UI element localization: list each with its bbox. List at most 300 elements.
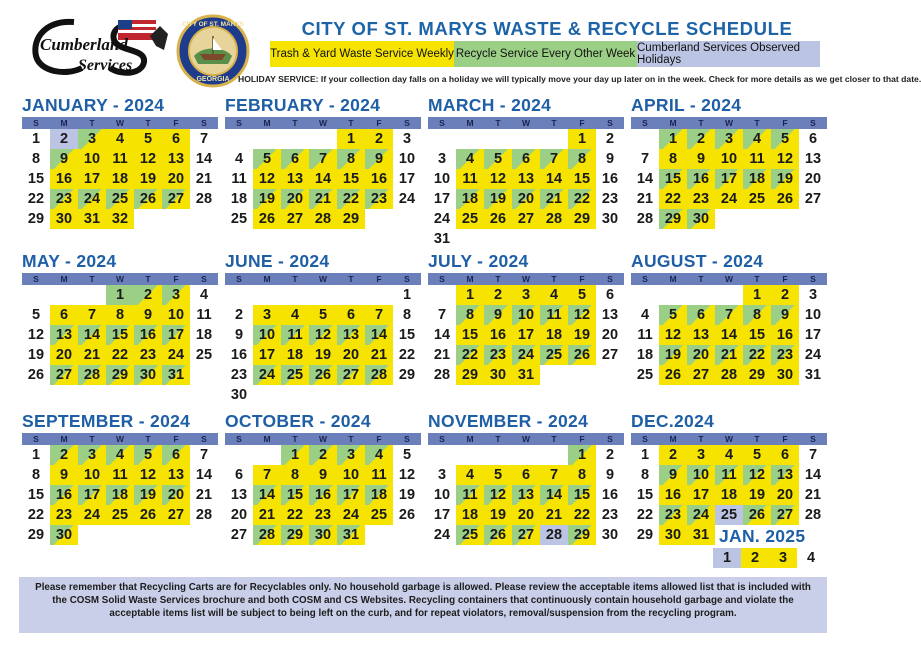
month-1 [225,95,421,229]
day-cell: 16 [50,485,78,505]
weekday-label: S [607,118,613,128]
day-cell: 22 [743,345,771,365]
day-cell: 28 [715,365,743,385]
day-cell: 18 [456,189,484,209]
day-cell: 2 [605,447,615,463]
day-cell: 27 [771,505,799,525]
day-cell: 20 [281,189,309,209]
day-cell: 19 [743,485,771,505]
day-cell: 21 [195,487,213,503]
day-cell: 5 [484,465,512,485]
day-cell: 10 [78,149,106,169]
weekday-label: F [579,434,585,444]
blank-cell [281,129,309,149]
day-cell: 5 [402,447,412,463]
day-cell: 13 [50,325,78,345]
day-cell: 4 [640,307,650,323]
weekday-header [225,433,421,445]
blank-cell [512,129,540,149]
day-cell: 19 [134,485,162,505]
day-cell: 30 [601,211,619,227]
day-cell: 3 [78,445,106,465]
month-title: AUGUST - 2024 [631,251,764,271]
weekday-label: F [376,434,382,444]
day-cell: 29 [743,365,771,385]
day-cell: 24 [433,211,451,227]
day-cell: 9 [50,149,78,169]
day-cell: 17 [78,169,106,189]
day-cell: 6 [808,131,818,147]
day-cell: 11 [106,465,134,485]
day-cell: 20 [512,505,540,525]
day-cell: 16 [309,485,337,505]
day-cell: 9 [134,305,162,325]
day-cell: 20 [601,327,619,343]
day-cell: 7 [540,149,568,169]
day-cell: 14 [540,485,568,505]
weekday-header [428,117,624,129]
day-cell: 10 [715,149,743,169]
day-cell: 17 [78,485,106,505]
svg-text:Services: Services [78,57,133,74]
day-cell: 11 [456,485,484,505]
day-cell: 24 [804,347,822,363]
weekday-label: S [642,434,648,444]
blank-cell [428,285,456,305]
day-cell: 19 [253,189,281,209]
weekday-label: S [642,118,648,128]
day-cell: 8 [743,305,771,325]
day-cell: 19 [27,347,45,363]
day-cell: 9 [484,305,512,325]
day-cell: 22 [337,189,365,209]
day-cell: 28 [195,191,213,207]
day-cell: 18 [230,191,248,207]
day-cell: 14 [804,467,822,483]
weekday-label: T [145,274,151,284]
day-cell: 31 [337,525,365,545]
weekday-label: W [115,434,125,444]
weekday-label: S [236,434,242,444]
day-cell: 9 [309,465,337,485]
day-cell: 17 [433,507,451,523]
svg-text:CITY OF ST. MARYS: CITY OF ST. MARYS [182,21,244,28]
weekday-label: F [173,434,179,444]
weekday-label: W [521,274,531,284]
legend-trash: Trash & Yard Waste Service Weekly [270,41,454,67]
day-cell: 12 [309,325,337,345]
month-title: MAY - 2024 [22,251,117,271]
day-cell: 18 [715,485,743,505]
day-cell: 30 [601,527,619,543]
day-cell: 25 [743,189,771,209]
month-6 [428,251,624,385]
day-cell: 22 [568,505,596,525]
weekday-header [22,273,218,285]
weekday-label: W [318,274,328,284]
month-days [225,285,421,405]
month-title: JULY - 2024 [428,251,529,271]
weekday-label: T [551,274,557,284]
day-cell: 16 [484,325,512,345]
weekday-label: W [724,118,734,128]
day-cell: 29 [281,525,309,545]
weekday-label: F [376,118,382,128]
day-cell: 10 [337,465,365,485]
month-0 [22,95,218,229]
day-cell: 24 [433,527,451,543]
day-cell: 10 [398,151,416,167]
day-cell: 9 [234,327,244,343]
day-cell: 26 [743,505,771,525]
day-cell: 17 [804,327,822,343]
weekday-label: T [495,118,501,128]
month-3 [631,95,827,229]
day-cell: 8 [31,467,41,483]
weekday-label: M [60,434,68,444]
month-title: SEPTEMBER - 2024 [22,411,191,431]
day-cell: 13 [804,151,822,167]
day-cell: 25 [636,367,654,383]
day-cell: 26 [484,209,512,229]
month-title: APRIL - 2024 [631,95,742,115]
weekday-label: W [724,434,734,444]
weekday-header [225,273,421,285]
day-cell: 32 [106,209,134,229]
blank-cell [715,285,743,305]
day-cell: 20 [230,507,248,523]
day-cell: 5 [309,305,337,325]
weekday-label: T [495,434,501,444]
day-cell: 24 [162,345,190,365]
day-cell: 13 [281,169,309,189]
day-cell: 22 [636,507,654,523]
day-cell: 16 [50,169,78,189]
weekday-label: F [173,274,179,284]
day-cell: 27 [687,365,715,385]
day-cell: 1 [568,129,596,149]
day-cell: 31 [78,209,106,229]
day-cell: 9 [605,151,615,167]
day-cell: 10 [78,465,106,485]
day-cell: 13 [512,169,540,189]
weekday-label: S [642,274,648,284]
day-cell: 10 [804,307,822,323]
day-cell: 31 [162,365,190,385]
weekday-label: T [698,434,704,444]
day-cell: 13 [512,485,540,505]
weekday-label: M [263,118,271,128]
day-cell: 30 [134,365,162,385]
weekday-label: M [466,118,474,128]
day-cell: 28 [78,365,106,385]
day-cell: 28 [804,507,822,523]
day-cell: 29 [568,209,596,229]
day-cell: 22 [456,345,484,365]
day-cell: 19 [771,169,799,189]
day-cell: 10 [512,305,540,325]
day-cell: 24 [78,505,106,525]
weekday-label: W [521,118,531,128]
day-cell: 22 [659,189,687,209]
month-2 [428,95,624,249]
day-cell: 12 [568,305,596,325]
day-cell: 9 [605,467,615,483]
weekday-label: T [754,434,760,444]
day-cell: 5 [31,307,41,323]
day-cell: 3 [769,548,797,568]
blank-cell [685,548,713,568]
day-cell: 29 [337,209,365,229]
day-cell: 8 [640,467,650,483]
blank-cell [225,285,253,305]
blank-cell [281,285,309,305]
day-cell: 29 [636,527,654,543]
day-cell: 17 [398,171,416,187]
day-cell: 4 [199,287,209,303]
day-cell: 28 [540,209,568,229]
day-cell: 21 [636,191,654,207]
blank-cell [540,129,568,149]
weekday-label: S [607,434,613,444]
day-cell: 23 [365,189,393,209]
day-cell: 4 [456,149,484,169]
weekday-label: T [89,434,95,444]
weekday-label: S [439,118,445,128]
day-cell: 27 [230,527,248,543]
weekday-label: S [810,118,816,128]
weekday-label: S [201,118,207,128]
day-cell: 18 [195,327,213,343]
blank-cell [631,129,659,149]
day-cell: 29 [568,525,596,545]
day-cell: 23 [230,367,248,383]
day-cell: 6 [162,129,190,149]
day-cell: 20 [162,169,190,189]
day-cell: 30 [309,525,337,545]
day-cell: 5 [568,285,596,305]
day-cell: 8 [281,465,309,485]
day-cell: 6 [771,445,799,465]
weekday-label: W [115,274,125,284]
weekday-label: T [89,118,95,128]
day-cell: 15 [398,327,416,343]
day-cell: 13 [162,149,190,169]
day-cell: 22 [27,507,45,523]
day-cell: 11 [365,465,393,485]
weekday-label: W [318,118,328,128]
weekday-label: S [201,434,207,444]
weekday-label: T [495,274,501,284]
day-cell: 28 [540,525,568,545]
day-cell: 15 [337,169,365,189]
weekday-label: S [201,274,207,284]
month-days [629,548,825,568]
day-cell: 23 [601,507,619,523]
day-cell: 23 [484,345,512,365]
weekday-label: W [521,434,531,444]
weekday-header [22,117,218,129]
day-cell: 19 [134,169,162,189]
day-cell: 1 [713,548,741,568]
day-cell: 7 [199,131,209,147]
day-cell: 15 [27,487,45,503]
weekday-label: M [263,274,271,284]
blank-cell [309,285,337,305]
day-cell: 12 [134,465,162,485]
weekday-header [428,433,624,445]
weekday-header [631,273,827,285]
day-cell: 8 [568,465,596,485]
day-cell: 8 [456,305,484,325]
day-cell: 24 [687,505,715,525]
weekday-label: S [607,274,613,284]
day-cell: 2 [50,129,78,149]
month-5 [225,251,421,405]
day-cell: 1 [31,131,41,147]
day-cell: 5 [134,129,162,149]
day-cell: 8 [568,149,596,169]
day-cell: 23 [50,505,78,525]
day-cell: 20 [771,485,799,505]
day-cell: 5 [134,445,162,465]
day-cell: 9 [659,465,687,485]
day-cell: 31 [512,365,540,385]
day-cell: 16 [134,325,162,345]
day-cell: 30 [484,365,512,385]
day-cell: 21 [253,505,281,525]
day-cell: 28 [309,209,337,229]
day-cell: 31 [687,525,715,545]
day-cell: 11 [715,465,743,485]
month-jan-2025 [629,526,825,568]
day-cell: 20 [804,171,822,187]
day-cell: 16 [230,347,248,363]
month-title: FEBRUARY - 2024 [225,95,381,115]
blank-cell [365,285,393,305]
day-cell: 25 [230,211,248,227]
day-cell: 4 [715,445,743,465]
day-cell: 6 [234,467,244,483]
blank-cell [78,285,106,305]
day-cell: 10 [433,171,451,187]
day-cell: 3 [78,129,106,149]
weekday-label: F [376,274,382,284]
day-cell: 27 [162,505,190,525]
blank-cell [253,129,281,149]
weekday-label: M [466,274,474,284]
day-cell: 2 [687,129,715,149]
day-cell: 18 [106,485,134,505]
day-cell: 24 [398,191,416,207]
blank-cell [456,445,484,465]
day-cell: 23 [601,191,619,207]
day-cell: 6 [512,465,540,485]
month-days [225,129,421,229]
day-cell: 22 [106,345,134,365]
day-cell: 19 [398,487,416,503]
day-cell: 13 [601,307,619,323]
blank-cell [50,285,78,305]
day-cell: 5 [771,129,799,149]
weekday-label: M [669,434,677,444]
weekday-header [22,433,218,445]
month-days [631,129,827,229]
day-cell: 14 [195,467,213,483]
day-cell: 2 [50,445,78,465]
day-cell: 4 [234,151,244,167]
day-cell: 22 [568,189,596,209]
day-cell: 27 [50,365,78,385]
blank-cell [337,285,365,305]
day-cell: 14 [195,151,213,167]
day-cell: 29 [398,367,416,383]
day-cell: 15 [106,325,134,345]
day-cell: 1 [281,445,309,465]
day-cell: 7 [199,447,209,463]
day-cell: 7 [808,447,818,463]
day-cell: 12 [253,169,281,189]
day-cell: 10 [687,465,715,485]
day-cell: 7 [540,465,568,485]
day-cell: 4 [743,129,771,149]
day-cell: 2 [309,445,337,465]
weekday-label: T [698,118,704,128]
blank-cell [659,285,687,305]
day-cell: 11 [456,169,484,189]
day-cell: 13 [230,487,248,503]
day-cell: 11 [637,327,653,343]
day-cell: 5 [743,445,771,465]
day-cell: 19 [659,345,687,365]
day-cell: 21 [195,171,213,187]
day-cell: 3 [512,285,540,305]
day-cell: 29 [106,365,134,385]
day-cell: 16 [601,171,619,187]
day-cell: 27 [337,365,365,385]
day-cell: 12 [27,327,45,343]
month-title: JAN. 2025 [719,526,806,546]
day-cell: 3 [715,129,743,149]
weekday-label: S [404,118,410,128]
day-cell: 9 [687,149,715,169]
month-title: JANUARY - 2024 [22,95,165,115]
day-cell: 25 [540,345,568,365]
weekday-label: S [404,274,410,284]
day-cell: 22 [27,191,45,207]
day-cell: 18 [456,505,484,525]
day-cell: 21 [309,189,337,209]
weekday-label: M [60,274,68,284]
day-cell: 20 [337,345,365,365]
month-10 [428,411,624,545]
weekday-label: T [754,118,760,128]
day-cell: 7 [640,151,650,167]
weekday-label: S [33,434,39,444]
weekday-label: S [439,434,445,444]
day-cell: 4 [281,305,309,325]
day-cell: 1 [106,285,134,305]
day-cell: 27 [512,525,540,545]
day-cell: 17 [687,485,715,505]
weekday-label: S [236,118,242,128]
day-cell: 26 [398,507,416,523]
day-cell: 24 [715,189,743,209]
day-cell: 26 [253,209,281,229]
day-cell: 6 [337,305,365,325]
day-cell: 26 [134,505,162,525]
weekday-label: M [466,434,474,444]
